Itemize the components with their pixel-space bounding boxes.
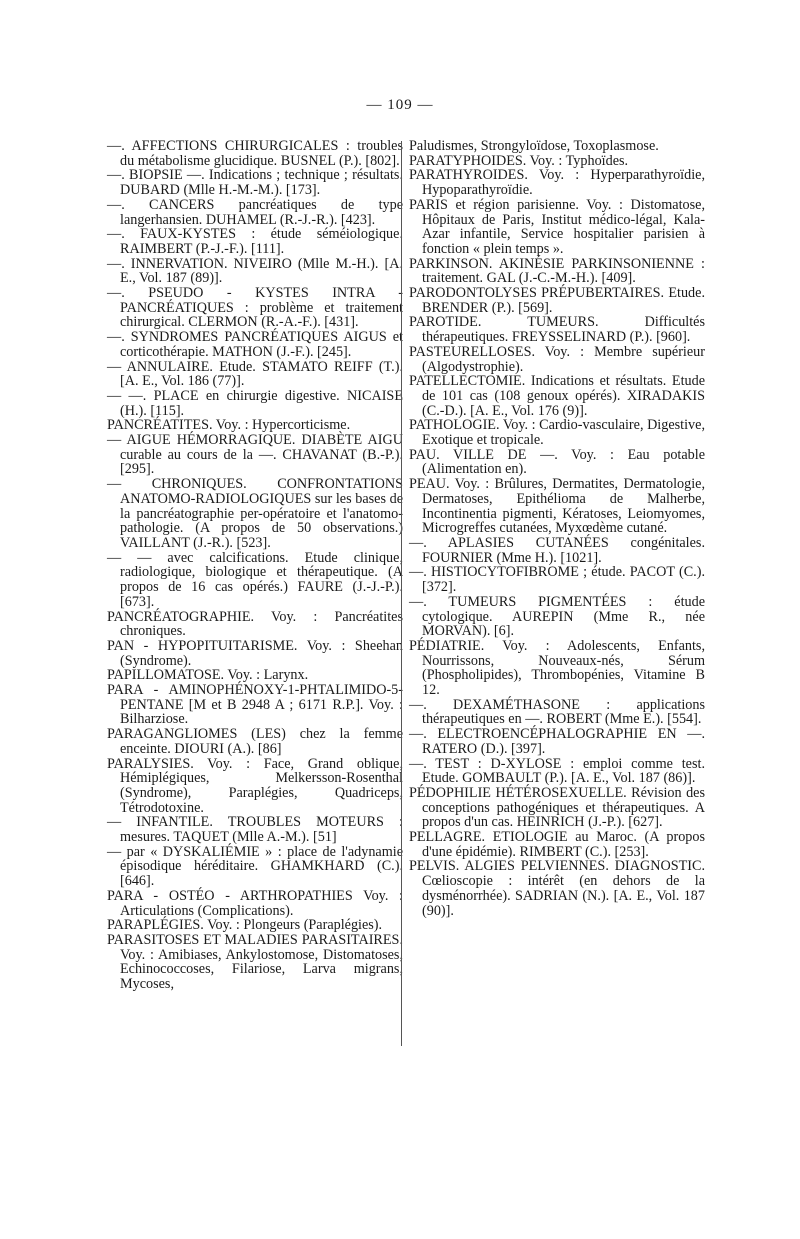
index-entry: PAU. VILLE DE —. Voy. : Eau potable (Alimentation en). bbox=[409, 446, 705, 478]
index-entry: PARALYSIES. Voy. : Face, Grand oblique, Hémiplégiques, Melkersson-Rosenthal (Syndrome), Paraplégies, Quadriceps, Tétrodotoxine. bbox=[107, 755, 403, 816]
index-entry: PASTEURELLOSES. Voy. : Membre supérieur (Algodystrophie). bbox=[409, 343, 705, 375]
index-entry: PARAGANGLIOMES (LES) chez la femme enceinte. DIOURI (A.). [86] bbox=[107, 726, 403, 757]
index-entry: PARA - AMINOPHÉNOXY-1-PHTALIMIDO-5-PENTANE [M et B 2948 A ; 6171 R.P.]. Voy. : Bilharziose. bbox=[107, 682, 403, 728]
index-entry: — INFANTILE. TROUBLES MOTEURS : mesures. TAQUET (Mlle A.-M.). [51] bbox=[107, 814, 403, 846]
index-entry: —. BIOPSIE —. Indications ; technique ; résultats. DUBARD (Mlle H.-M.-M.). [173]. bbox=[107, 167, 403, 199]
index-entry: PELLAGRE. ETIOLOGIE au Maroc. (A propos d'une épidémie). RIMBERT (C.). [253]. bbox=[409, 829, 705, 860]
index-entry: PATHOLOGIE. Voy. : Cardio-vasculaire, Digestive, Exotique et tropicale. bbox=[409, 417, 705, 449]
index-entry: PARIS et région parisienne. Voy. : Distomatose, Hôpitaux de Paris, Institut médico-légal, Kala-Azar infantile, Service hospitalier parisien à fonction « plein temps ». bbox=[409, 196, 705, 257]
index-entry: PARASITOSES ET MALADIES PARASITAIRES. Voy. : Amibiases, Ankylostomose, Distomatoses, Echinococcoses, Filariose, Larva migrans, Mycoses, bbox=[107, 931, 403, 993]
index-entry: Paludismes, Strongyloïdose, Toxoplasmose. bbox=[409, 138, 659, 154]
index-entry: —. ELECTROENCÉPHALOGRAPHIE EN —. RATERO (D.). [397]. bbox=[409, 726, 705, 757]
index-entry: —. SYNDROMES PANCRÉATIQUES AIGUS et corticothérapie. MATHON (J.-F.). [245]. bbox=[107, 329, 403, 360]
left-column bbox=[107, 139, 403, 992]
index-entry: PELVIS. ALGIES PELVIENNES. DIAGNOSTIC. Cœlioscopie : intérêt (en dehors de la dysménorrhée). SADRIAN (N.). [A. E., Vol. 187 (90)]. bbox=[409, 858, 705, 919]
index-entry: — ANNULAIRE. Etude. STAMATO REIFF (T.). [A. E., Vol. 186 (77)]. bbox=[107, 358, 403, 390]
index-entry: — —. PLACE en chirurgie digestive. NICAISE (H.). [115]. bbox=[107, 387, 403, 419]
index-entry: —. PSEUDO - KYSTES INTRA - PANCRÉATIQUES : problème et traitement chirurgical. CLERMON (R.-A.-F.). [431]. bbox=[107, 285, 403, 331]
index-entry: PATELLECTOMIE. Indications et résultats. Etude de 101 cas (108 genoux opérés). XIRADAKIS (C.-D.). [A. E., Vol. 176 (9)]. bbox=[409, 373, 705, 419]
index-entry: —. FAUX-KYSTES : étude séméiologique. RAIMBERT (P.-J.-F.). [111]. bbox=[107, 226, 403, 257]
index-entry: — — avec calcifications. Etude clinique, radiologique, biologique et thérapeutique. (A propos de 16 cas opérés.) FAURE (J.-J.-P.). [673]. bbox=[107, 549, 403, 610]
index-entry: PÉDOPHILIE HÉTÉROSEXUELLE. Révision des conceptions pathogéniques et thérapeutiques. A propos d'un cas. HEINRICH (J.-P.). [627]. bbox=[409, 784, 705, 831]
index-entry: PANCRÉATOGRAPHIE. Voy. : Pancréatites chroniques. bbox=[107, 608, 403, 640]
index-entry: —. TUMEURS PIGMENTÉES : étude cytologique. AUREPIN (Mme R., née MORVAN). [6]. bbox=[409, 593, 705, 640]
index-entry: — par « DYSKALIÉMIE » : place de l'adynamie épisodique héréditaire. GHAMKHARD (C.). [646]. bbox=[107, 843, 403, 890]
index-entry: PARAPLÉGIES. Voy. : Plongeurs (Paraplégies). bbox=[107, 917, 383, 934]
index-entry: —. APLASIES CUTANÉES congénitales. FOURNIER (Mme H.). [1021]. bbox=[409, 534, 705, 566]
index-entry: —. HISTIOCYTOFIBROME ; étude. PACOT (C.). [372]. bbox=[409, 564, 705, 596]
index-entry: PANCRÉATITES. Voy. : Hypercorticisme. bbox=[107, 417, 351, 434]
page-number: — 109 — bbox=[366, 97, 434, 113]
index-entry: —. DEXAMÉTHASONE : applications thérapeutiques en —. ROBERT (Mme E.). [554]. bbox=[409, 696, 705, 728]
index-entry: PAROTIDE. TUMEURS. Difficultés thérapeutiques. FREYSSELINARD (P.). [960]. bbox=[409, 314, 705, 346]
index-entry: PAN - HYPOPITUITARISME. Voy. : Sheehan (Syndrome). bbox=[107, 637, 403, 669]
index-entry: PEAU. Voy. : Brûlures, Dermatites, Dermatologie, Dermatoses, Epithélioma de Malherbe, Incontinentia pigmenti, Kératoses, Leiomyomes, Microgreffes cutanées, Myxœdème cutané. bbox=[409, 476, 705, 537]
index-entry: PAPILLOMATOSE. Voy. : Larynx. bbox=[107, 667, 309, 684]
index-entry: —. INNERVATION. NIVEIRO (Mlle M.-H.). [A. E., Vol. 187 (89)]. bbox=[107, 255, 403, 287]
index-entry: — CHRONIQUES. CONFRONTATIONS ANATOMO-RADIOLOGIQUES sur les bases de la pancréatographie per-opératoire et l'anatomo-pathologie. (A propos de 50 observations.) VAILLANT (J.-R.). [523]. bbox=[107, 476, 403, 551]
index-entry: PARATHYROIDES. Voy. : Hyperparathyroïdie, Hypoparathyroïdie. bbox=[409, 167, 705, 199]
index-entry: —. AFFECTIONS CHIRURGICALES : troubles du métabolisme glucidique. BUSNEL (P.). [802]. bbox=[107, 138, 403, 169]
index-entry: — AIGUE HÉMORRAGIQUE. DIABÈTE AIGU curable au cours de la —. CHAVANAT (B.-P.). [295]. bbox=[107, 432, 403, 478]
index-entry: PARODONTOLYSES PRÉPUBERTAIRES. Etude. BRENDER (P.). [569]. bbox=[409, 285, 705, 316]
index-entry: —. TEST : D-XYLOSE : emploi comme test. Etude. GOMBAULT (P.). [A. E., Vol. 187 (86)]. bbox=[409, 755, 705, 787]
index-entry: —. CANCERS pancréatiques de type langerhansien. DUHAMEL (R.-J.-R.). [423]. bbox=[107, 196, 403, 228]
right-column bbox=[409, 139, 705, 918]
column-divider bbox=[401, 141, 402, 1046]
index-entry: PÉDIATRIE. Voy. : Adolescents, Enfants, Nourrissons, Nouveaux-nés, Sérum (Phospholipides), Thrombopénies, Vitamine B 12. bbox=[409, 637, 705, 699]
index-entry: PARATYPHOIDES. Voy. : Typhoïdes. bbox=[409, 152, 629, 169]
index-entry: PARA - OSTÉO - ARTHROPATHIES Voy. : Articulations (Complications). bbox=[107, 887, 403, 919]
index-entry: PARKINSON. AKINÉSIE PARKINSONIENNE : traitement. GAL (J.-C.-M.-H.). [409]. bbox=[409, 255, 705, 287]
